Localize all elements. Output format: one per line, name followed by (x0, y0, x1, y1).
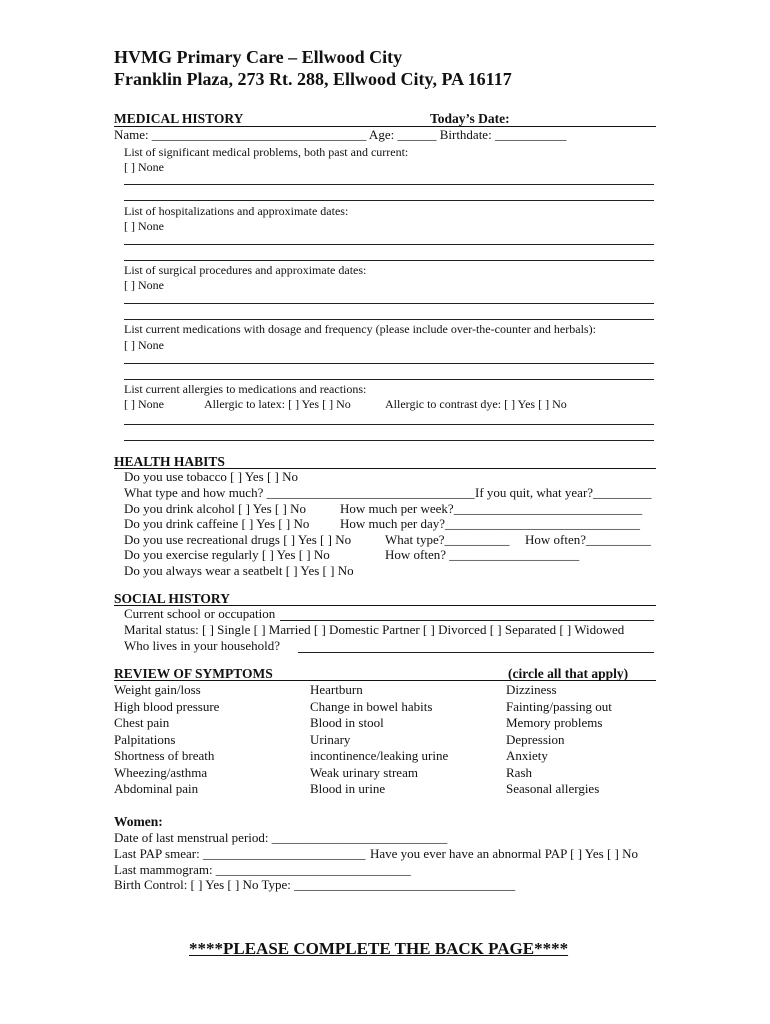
latex-allergy-checkboxes[interactable]: Allergic to latex: [ ] Yes [ ] No (204, 397, 351, 411)
symptom-item[interactable]: Chest pain (114, 715, 170, 730)
symptom-item[interactable]: Anxiety (506, 748, 548, 763)
household-label: Who lives in your household? (124, 638, 280, 653)
surgical-prompt: List of surgical procedures and approximate dates: (124, 263, 367, 277)
symptom-item[interactable]: Weak urinary stream (310, 764, 418, 780)
allergies-prompt: List current allergies to medications and reactions: (124, 382, 367, 396)
hospitalizations-blank-line[interactable] (124, 260, 654, 261)
symptom-item[interactable]: Weight gain/loss (114, 682, 201, 697)
seatbelt-question[interactable]: Do you always wear a seatbelt [ ] Yes [ ] No (124, 563, 354, 578)
symptom-item[interactable]: Rash (506, 764, 532, 780)
surgical-blank-line[interactable] (124, 303, 654, 304)
allergies-blank-line[interactable] (124, 424, 654, 425)
alcohol-per-week-field[interactable]: How much per week?_____________________________ (340, 501, 643, 516)
symptom-item[interactable]: Abdominal pain (114, 781, 199, 796)
problems-blank-line[interactable] (124, 184, 654, 185)
social-history-heading: SOCIAL HISTORY (114, 591, 230, 606)
contrast-allergy-checkboxes[interactable]: Allergic to contrast dye: [ ] Yes [ ] No (385, 397, 567, 411)
symptoms-column-3 (506, 682, 612, 798)
birth-control-field[interactable]: Birth Control: [ ] Yes [ ] No Type: __________________________________ (114, 877, 516, 892)
review-of-symptoms-heading: REVIEW OF SYMPTOMS (114, 666, 273, 681)
name-age-birthdate-row[interactable]: Name: _________________________________ Age: ______ Birthdate: ___________ (114, 127, 567, 142)
allergies-blank-line[interactable] (124, 440, 654, 441)
recreational-drugs-question[interactable]: Do you use recreational drugs [ ] Yes [ ] No (124, 532, 352, 547)
menstrual-period-field[interactable]: Date of last menstrual period: ___________________________ (114, 830, 448, 845)
clinic-name: HVMG Primary Care – Ellwood City (114, 47, 403, 67)
abnormal-pap-checkboxes[interactable]: Have you ever have an abnormal PAP [ ] Yes [ ] No (370, 846, 639, 861)
symptom-item[interactable]: Seasonal allergies (506, 781, 600, 796)
medications-blank-line[interactable] (124, 379, 654, 380)
problems-none-checkbox[interactable]: [ ] None (124, 160, 164, 174)
symptom-item[interactable]: Wheezing/asthma (114, 764, 208, 780)
occupation-label: Current school or occupation (124, 606, 276, 621)
household-blank-line[interactable] (298, 652, 654, 653)
occupation-blank-line[interactable] (280, 620, 654, 621)
symptom-item[interactable]: Shortness of breath (114, 748, 215, 763)
problems-blank-line[interactable] (124, 200, 654, 201)
symptoms-column-1 (114, 682, 219, 798)
caffeine-question[interactable]: Do you drink caffeine [ ] Yes [ ] No (124, 516, 310, 531)
tobacco-type-field[interactable]: What type and how much? ________________________________ (124, 485, 475, 500)
section-rule (114, 680, 656, 681)
quit-year-field[interactable]: If you quit, what year?_________ (475, 485, 652, 500)
hospitalizations-prompt: List of hospitalizations and approximate dates: (124, 204, 349, 218)
medications-none-checkbox[interactable]: [ ] None (124, 338, 164, 352)
todays-date-label: Today’s Date: (430, 111, 510, 126)
medical-history-heading: MEDICAL HISTORY (114, 111, 244, 126)
women-heading: Women: (114, 814, 163, 829)
marital-status-checkboxes[interactable]: Marital status: [ ] Single [ ] Married [ ] Domestic Partner [ ] Divorced [ ] Separated [ ] Widowed (124, 622, 625, 637)
symptom-item[interactable]: Fainting/passing out (506, 698, 612, 714)
tobacco-question[interactable]: Do you use tobacco [ ] Yes [ ] No (124, 469, 299, 484)
surgical-none-checkbox[interactable]: [ ] None (124, 278, 164, 292)
symptom-item[interactable]: incontinence/leaking urine (310, 748, 449, 763)
mammogram-field[interactable]: Last mammogram: ______________________________ (114, 862, 411, 877)
symptom-item[interactable]: Palpitations (114, 731, 176, 747)
exercise-frequency-field[interactable]: How often? ____________________ (385, 547, 580, 562)
exercise-question[interactable]: Do you exercise regularly [ ] Yes [ ] No (124, 547, 330, 562)
hospitalizations-none-checkbox[interactable]: [ ] None (124, 219, 164, 233)
clinic-address: Franklin Plaza, 273 Rt. 288, Ellwood City, PA 16117 (114, 69, 512, 89)
surgical-blank-line[interactable] (124, 319, 654, 320)
drug-frequency-field[interactable]: How often?__________ (525, 532, 652, 547)
health-habits-heading: HEALTH HABITS (114, 454, 225, 469)
symptom-item[interactable]: Blood in stool (310, 715, 384, 730)
allergies-none-checkbox[interactable]: [ ] None (124, 397, 164, 411)
caffeine-per-day-field[interactable]: How much per day?______________________________ (340, 516, 641, 531)
symptom-item[interactable]: Heartburn (310, 682, 363, 697)
symptom-item[interactable]: Memory problems (506, 715, 603, 730)
symptom-item[interactable]: Urinary (310, 731, 351, 747)
symptoms-column-2 (310, 682, 448, 798)
symptom-item[interactable]: Dizziness (506, 682, 557, 697)
pap-smear-field[interactable]: Last PAP smear: _________________________ (114, 846, 366, 861)
alcohol-question[interactable]: Do you drink alcohol [ ] Yes [ ] No (124, 501, 306, 516)
hospitalizations-blank-line[interactable] (124, 244, 654, 245)
circle-instruction: (circle all that apply) (508, 666, 629, 681)
symptom-item[interactable]: Blood in urine (310, 781, 386, 796)
medications-blank-line[interactable] (124, 363, 654, 364)
symptom-item[interactable]: Change in bowel habits (310, 698, 433, 714)
medications-prompt: List current medications with dosage and frequency (please include over-the-counter and herbals): (124, 322, 596, 336)
complete-back-page-notice: ****PLEASE COMPLETE THE BACK PAGE**** (189, 939, 569, 958)
symptom-item[interactable]: Depression (506, 731, 565, 747)
drug-type-field[interactable]: What type?__________ (385, 532, 510, 547)
symptom-item[interactable]: High blood pressure (114, 698, 220, 714)
problems-prompt: List of significant medical problems, both past and current: (124, 145, 409, 159)
